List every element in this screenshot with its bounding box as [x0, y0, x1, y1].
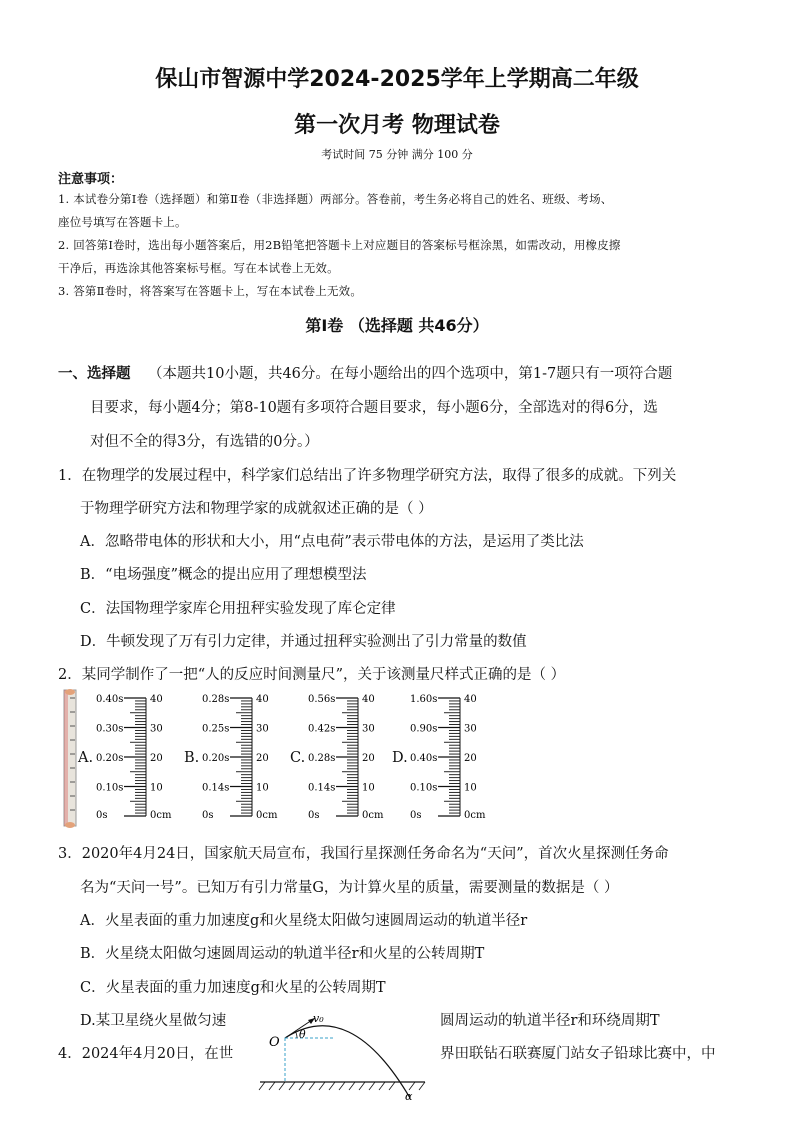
notice-line: 座位号填写在答题卡上。 [58, 215, 187, 229]
ruler-time-label: 0.20s [202, 753, 230, 764]
ruler-time-label: 0s [202, 810, 214, 821]
ruler-time-label: 0.20s [96, 753, 124, 764]
q3-stem-line: 3．2020年4月24日，国家航天局宣布，我国行星探测任务命名为“天问”，首次火星探测任务命 [58, 846, 669, 862]
q1-option-d: D．牛顿发现了万有引力定律，并通过扭秤实验测出了引力常量的数值 [80, 634, 527, 650]
exam-title-line2: 第一次月考 物理试卷 [294, 113, 500, 138]
q3-option-b: B．火星绕太阳做匀速圆周运动的轨道半径r和火星的公转周期T [80, 946, 485, 962]
ruler-cm-label: 0cm [362, 810, 384, 821]
reaction-ruler-c [308, 688, 400, 828]
ruler-cm-label: 20 [150, 753, 163, 764]
exam-title-line1: 保山市智源中学2024-2025学年上学期高二年级 [155, 67, 639, 92]
notice-heading: 注意事项： [58, 172, 124, 187]
reaction-ruler-b [202, 688, 294, 828]
ruler-time-label: 0.56s [308, 694, 336, 705]
theta-label: θ [299, 1028, 306, 1041]
ruler-cm-label: 30 [362, 723, 375, 735]
ruler-time-label: 0.28s [202, 694, 230, 705]
notice-line: 干净后，再选涂其他答案标号框。写在本试卷上无效。 [58, 261, 339, 275]
section-intro-line: （本题共10小题，共46分。在每小题给出的四个选项中，第1-7题只有一项符合题 [148, 366, 673, 382]
ruler-cm-label: 10 [464, 782, 477, 794]
ruler-time-label: 0.30s [96, 723, 124, 735]
reaction-ruler-d [410, 688, 502, 828]
reaction-ruler-a [96, 688, 188, 828]
exam-info: 考试时间 75 分钟 满分 100 分 [321, 148, 473, 161]
ruler-cm-label: 40 [150, 694, 163, 705]
q3-option-c: C．火星表面的重力加速度g和火星的公转周期T [80, 980, 386, 996]
ruler-time-label: 0.42s [308, 723, 336, 735]
ruler-cm-label: 10 [256, 782, 269, 794]
ruler-cm-label: 0cm [150, 810, 172, 821]
q4-stem-left: 4．2024年4月20日，在世 [58, 1046, 234, 1062]
ruler-cm-label: 10 [150, 782, 163, 794]
ruler-cm-label: 40 [256, 694, 269, 705]
ruler-time-label: 0.14s [308, 782, 336, 794]
ruler-time-label: 0.25s [202, 723, 230, 735]
q1-stem-line: 于物理学研究方法和物理学家的成就叙述正确的是（ ） [80, 501, 433, 517]
notice-line: 3. 答第Ⅱ卷时，将答案写在答题卡上，写在本试卷上无效。 [58, 284, 363, 298]
notice-line: 2. 回答第Ⅰ卷时，选出每小题答案后，用2B铅笔把答题卡上对应题目的答案标号框涂黑，如需改动，用橡皮擦 [58, 238, 621, 252]
ruler-time-label: 0s [410, 810, 422, 821]
q1-option-b: B．“电场强度”概念的提出应用了理想模型法 [80, 567, 367, 583]
ruler-time-label: 0.40s [96, 694, 124, 705]
notice-line: 1. 本试卷分第Ⅰ卷（选择题）和第Ⅱ卷（非选择题）两部分。答卷前，考生务必将自己的姓名、班级、考场、 [58, 192, 613, 206]
ruler-cm-label: 10 [362, 782, 375, 794]
ruler-time-label: 0.10s [96, 782, 124, 794]
q1-option-a: A．忽略带电体的形状和大小，用“点电荷”表示带电体的方法，是运用了类比法 [80, 534, 584, 550]
q2-option-label: C. [290, 750, 306, 766]
ruler-cm-label: 0cm [464, 810, 486, 821]
section-intro-line: 对但不全的得3分，有选错的0分。） [90, 434, 319, 450]
ruler-cm-label: 20 [256, 753, 269, 764]
ruler-time-label: 0.28s [308, 753, 336, 764]
ruler-cm-label: 20 [362, 753, 375, 764]
ruler-time-label: 1.60s [410, 694, 438, 705]
ruler-time-label: 0.10s [410, 782, 438, 794]
q2-stem: 2．某同学制作了一把“人的反应时间测量尺”，关于该测量尺样式正确的是（ ） [58, 667, 566, 683]
velocity-label: v₀ [313, 1012, 324, 1025]
ruler-cm-label: 30 [256, 723, 269, 735]
section-title: 第Ⅰ卷 （选择题 共46分） [305, 316, 489, 335]
ruler-time-label: 0s [308, 810, 320, 821]
part-label: 一、选择题 [58, 365, 131, 382]
ruler-time-label: 0.14s [202, 782, 230, 794]
ruler-cm-label: 30 [464, 723, 477, 735]
q2-option-label: D. [392, 750, 408, 766]
q2-option-label: A. [78, 750, 94, 766]
q4-stem-right: 界田联钻石联赛厦门站女子铅球比赛中，中 [440, 1046, 716, 1062]
alpha-label: α [405, 1090, 413, 1103]
ruler-cm-label: 30 [150, 723, 163, 735]
q1-option-c: C．法国物理学家库仑用扭秤实验发现了库仑定律 [80, 601, 396, 617]
q2-option-label: B. [184, 750, 200, 766]
ruler-cm-label: 40 [362, 694, 375, 705]
section-intro-line: 目要求，每小题4分；第8-10题有多项符合题目要求，每小题6分，全部选对的得6分，选 [90, 400, 658, 416]
ruler-cm-label: 0cm [256, 810, 278, 821]
ruler-cm-label: 20 [464, 753, 477, 764]
projectile-figure [255, 1008, 435, 1120]
ruler-time-label: 0.40s [410, 753, 438, 764]
ruler-time-label: 0.90s [410, 723, 438, 735]
q3-stem-line: 名为“天问一号”。已知万有引力常量G，为计算火星的质量，需要测量的数据是（ ） [80, 880, 619, 896]
q1-stem-line: 1．在物理学的发展过程中，科学家们总结出了许多物理学研究方法，取得了很多的成就。下列关 [58, 468, 677, 484]
q3-option-d-left: D.某卫星绕火星做匀速 [80, 1013, 227, 1029]
ruler-time-label: 0s [96, 810, 108, 821]
origin-label: O [269, 1035, 280, 1050]
q3-option-a: A．火星表面的重力加速度g和火星绕太阳做匀速圆周运动的轨道半径r [80, 913, 528, 929]
ruler-cm-label: 40 [464, 694, 477, 705]
q3-option-d-right: 圆周运动的轨道半径r和环绕周期T [440, 1013, 660, 1029]
